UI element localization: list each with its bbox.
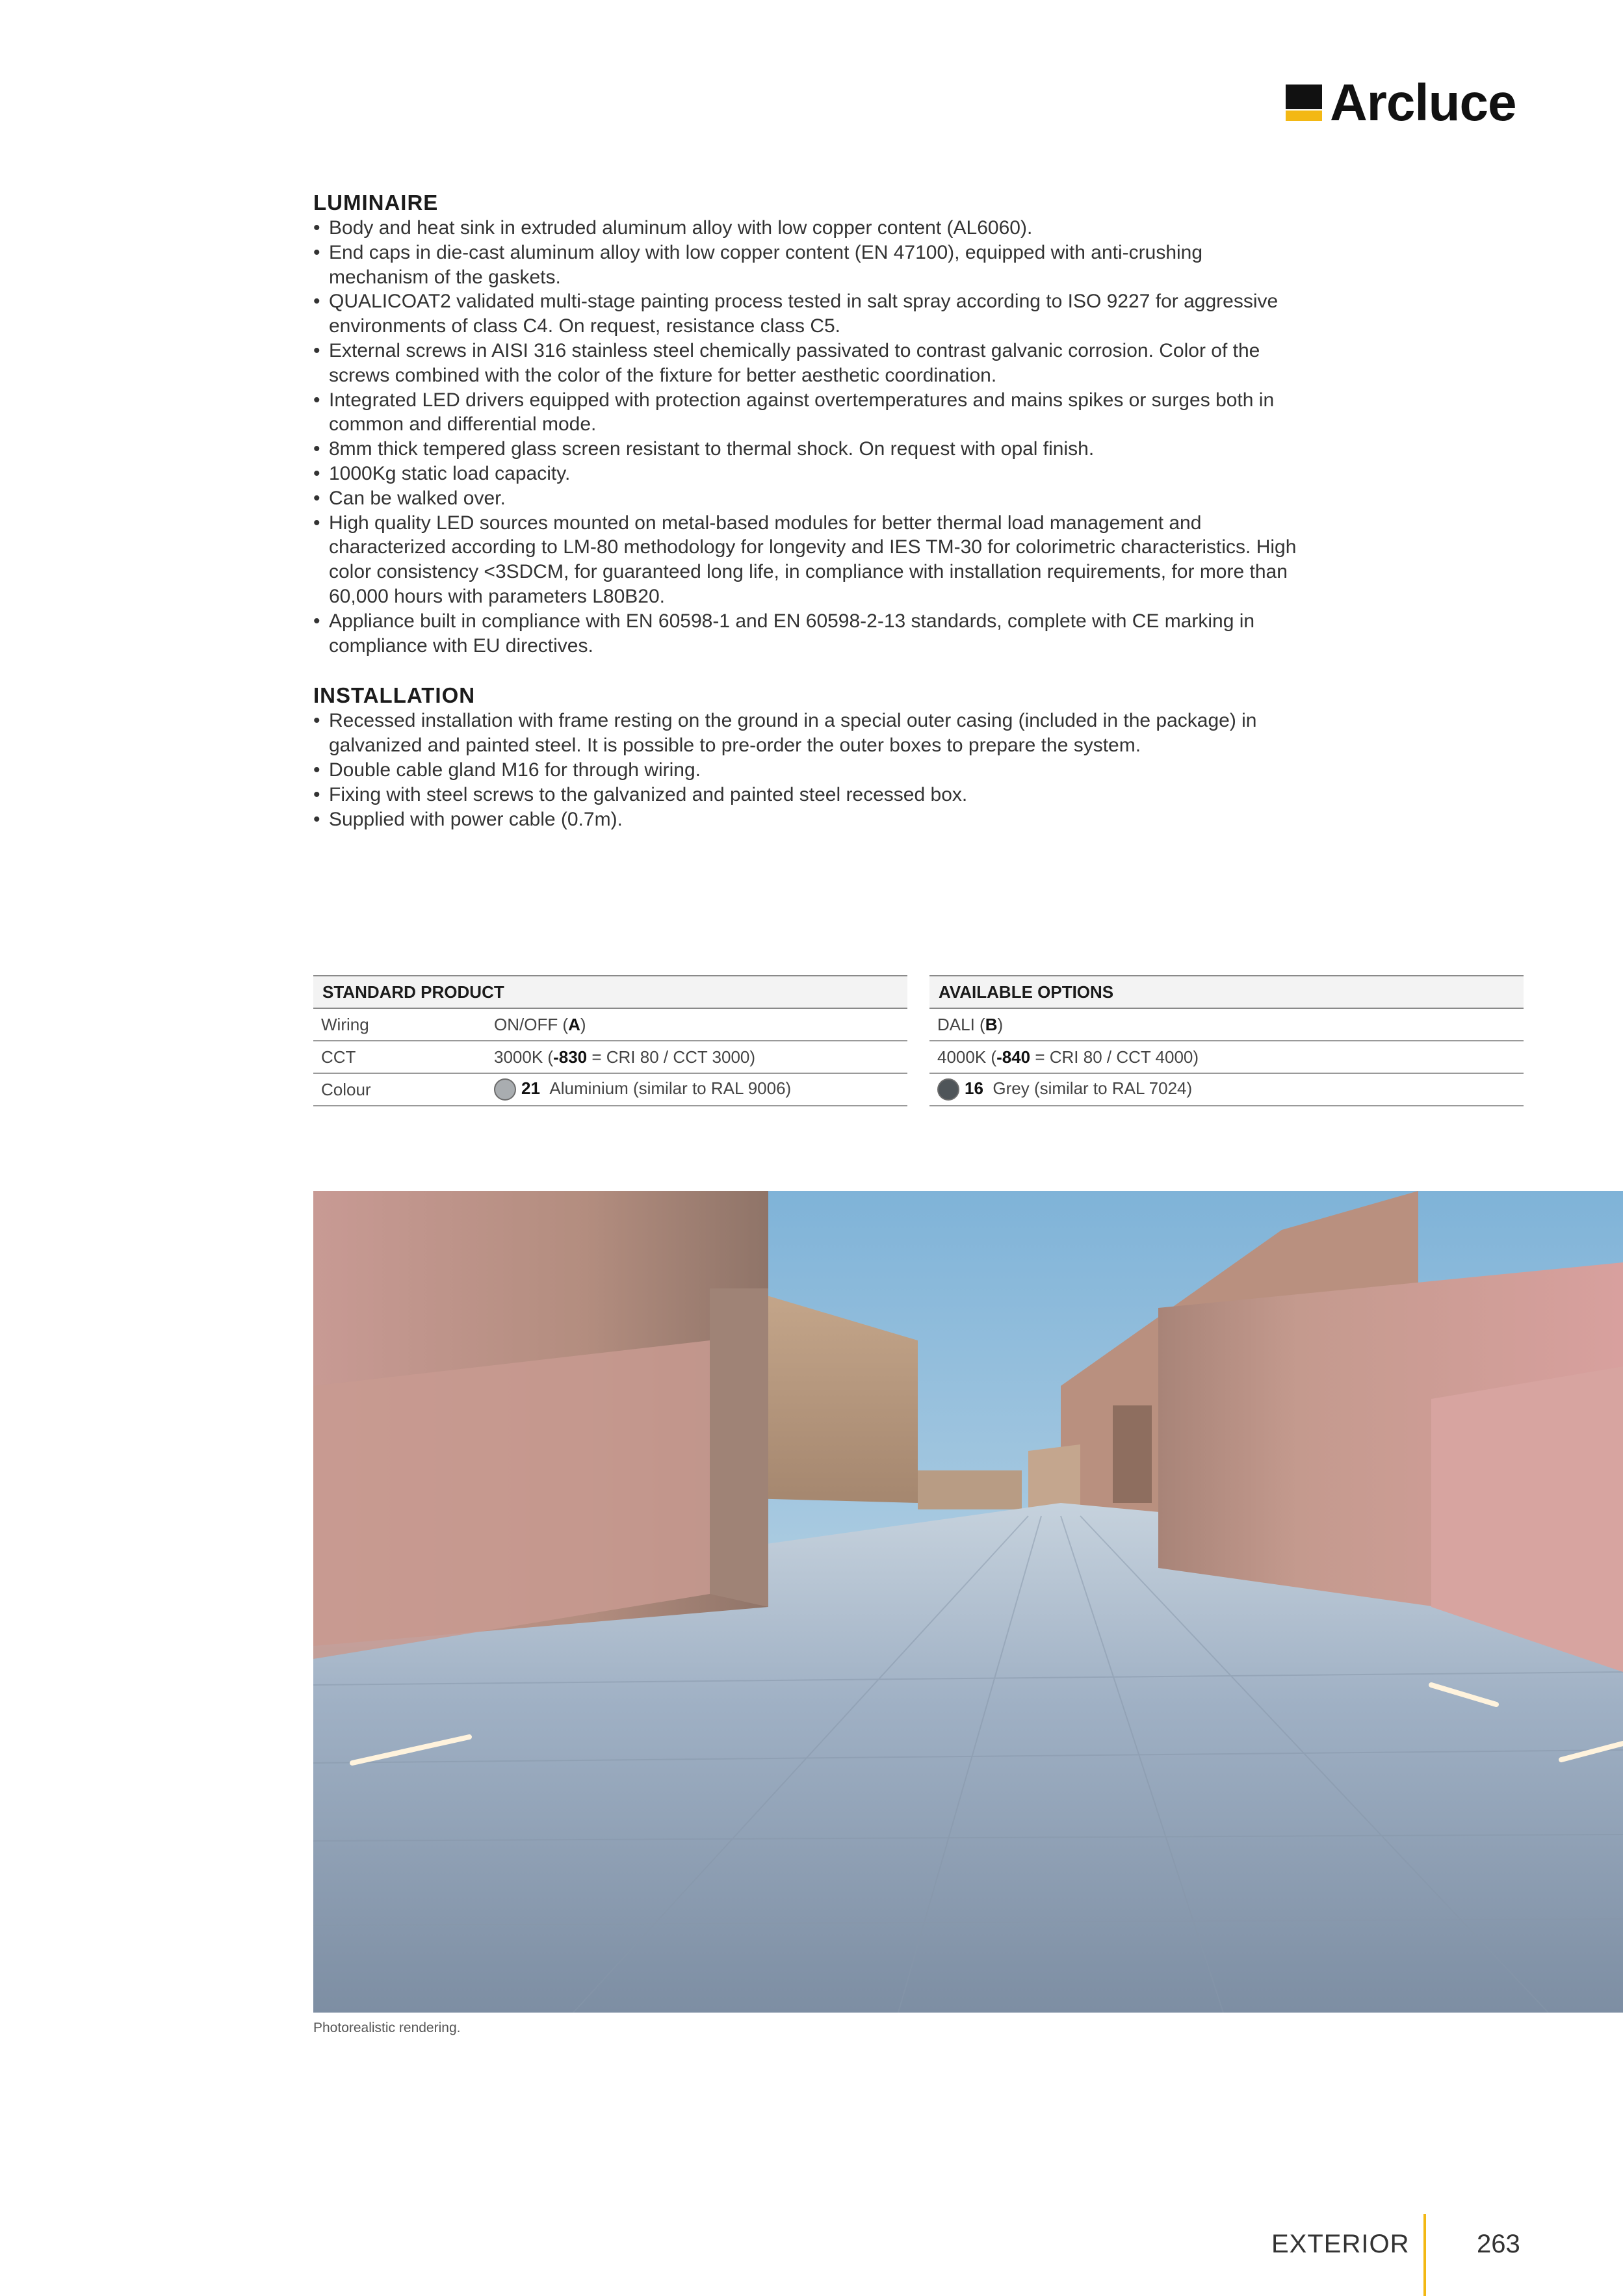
footer-divider <box>1423 2214 1426 2296</box>
brand-logo <box>1286 73 1516 131</box>
image-caption: Photorealistic rendering. <box>313 2020 461 2035</box>
list-item: • QUALICOAT2 validated multi-stage painting process tested in salt spray according to ISO 9227 for aggressive environments of class C4. On request, resistance class C5. <box>313 289 1301 339</box>
table-header: AVAILABLE OPTIONS <box>929 976 1524 1008</box>
section-label: EXTERIOR <box>1271 2230 1410 2258</box>
luminaire-title: LUMINAIRE <box>313 190 439 215</box>
list-item: • 1000Kg static load capacity. <box>313 462 1301 486</box>
table-header: STANDARD PRODUCT <box>313 976 907 1008</box>
colour-swatch-icon <box>937 1078 959 1101</box>
available-options-table <box>929 975 1524 1106</box>
list-item: • Recessed installation with frame resting on the ground in a special outer casing (included in the package) in galvanized and painted steel. It is possible to pre-order the outer boxes to prepare the system. <box>313 709 1301 758</box>
list-item: • Integrated LED drivers equipped with protection against overtemperatures and mains spikes or surges both in common and differential mode. <box>313 388 1301 437</box>
list-item: • End caps in die-cast aluminum alloy with low copper content (EN 47100), equipped with anti-crushing mechanism of the gaskets. <box>313 241 1301 290</box>
table-row: 4000K (-840 = CRI 80 / CCT 4000) <box>929 1041 1524 1073</box>
table-row: Wiring ON/OFF (A) <box>313 1008 907 1041</box>
list-item: • Double cable gland M16 for through wiring. <box>313 758 1301 783</box>
list-item: • Supplied with power cable (0.7m). <box>313 807 1301 832</box>
brand-name: Arcluce <box>1330 73 1516 131</box>
standard-product-table <box>313 975 907 1106</box>
list-item: • High quality LED sources mounted on metal-based modules for better thermal load management and characterized according to LM-80 methodology for longevity and IES TM-30 for colorimetric characteristics. High color consistency <3SDCM, for guaranteed long life, in compliance with installation requirements, for more than 60,000 hours with parameters L80B20. <box>313 511 1301 609</box>
colour-swatch-icon <box>494 1078 516 1101</box>
spec-text <box>313 190 1301 831</box>
list-item: • 8mm thick tempered glass screen resistant to thermal shock. On request with opal finish. <box>313 437 1301 462</box>
list-item: • Body and heat sink in extruded aluminum alloy with low copper content (AL6060). <box>313 216 1301 241</box>
table-row: 16 Grey (similar to RAL 7024) <box>929 1073 1524 1106</box>
list-item: • Fixing with steel screws to the galvanized and painted steel recessed box. <box>313 783 1301 807</box>
installation-list <box>313 709 1301 831</box>
list-item: • Can be walked over. <box>313 486 1301 511</box>
table-row: DALI (B) <box>929 1008 1524 1041</box>
rendering-image <box>313 1191 1623 2013</box>
list-item: • External screws in AISI 316 stainless steel chemically passivated to contrast galvanic corrosion. Color of the screws combined with the color of the fixture for better aesthetic coordination. <box>313 339 1301 388</box>
luminaire-list <box>313 216 1301 658</box>
logo-mark-icon <box>1286 85 1322 121</box>
installation-title: INSTALLATION <box>313 683 476 708</box>
table-row: CCT 3000K (-830 = CRI 80 / CCT 3000) <box>313 1041 907 1073</box>
page-number: 263 <box>1477 2230 1520 2258</box>
list-item: • Appliance built in compliance with EN 60598-1 and EN 60598-2-13 standards, complete with CE marking in compliance with EU directives. <box>313 609 1301 659</box>
table-row: Colour 21 Aluminium (similar to RAL 9006) <box>313 1073 907 1106</box>
